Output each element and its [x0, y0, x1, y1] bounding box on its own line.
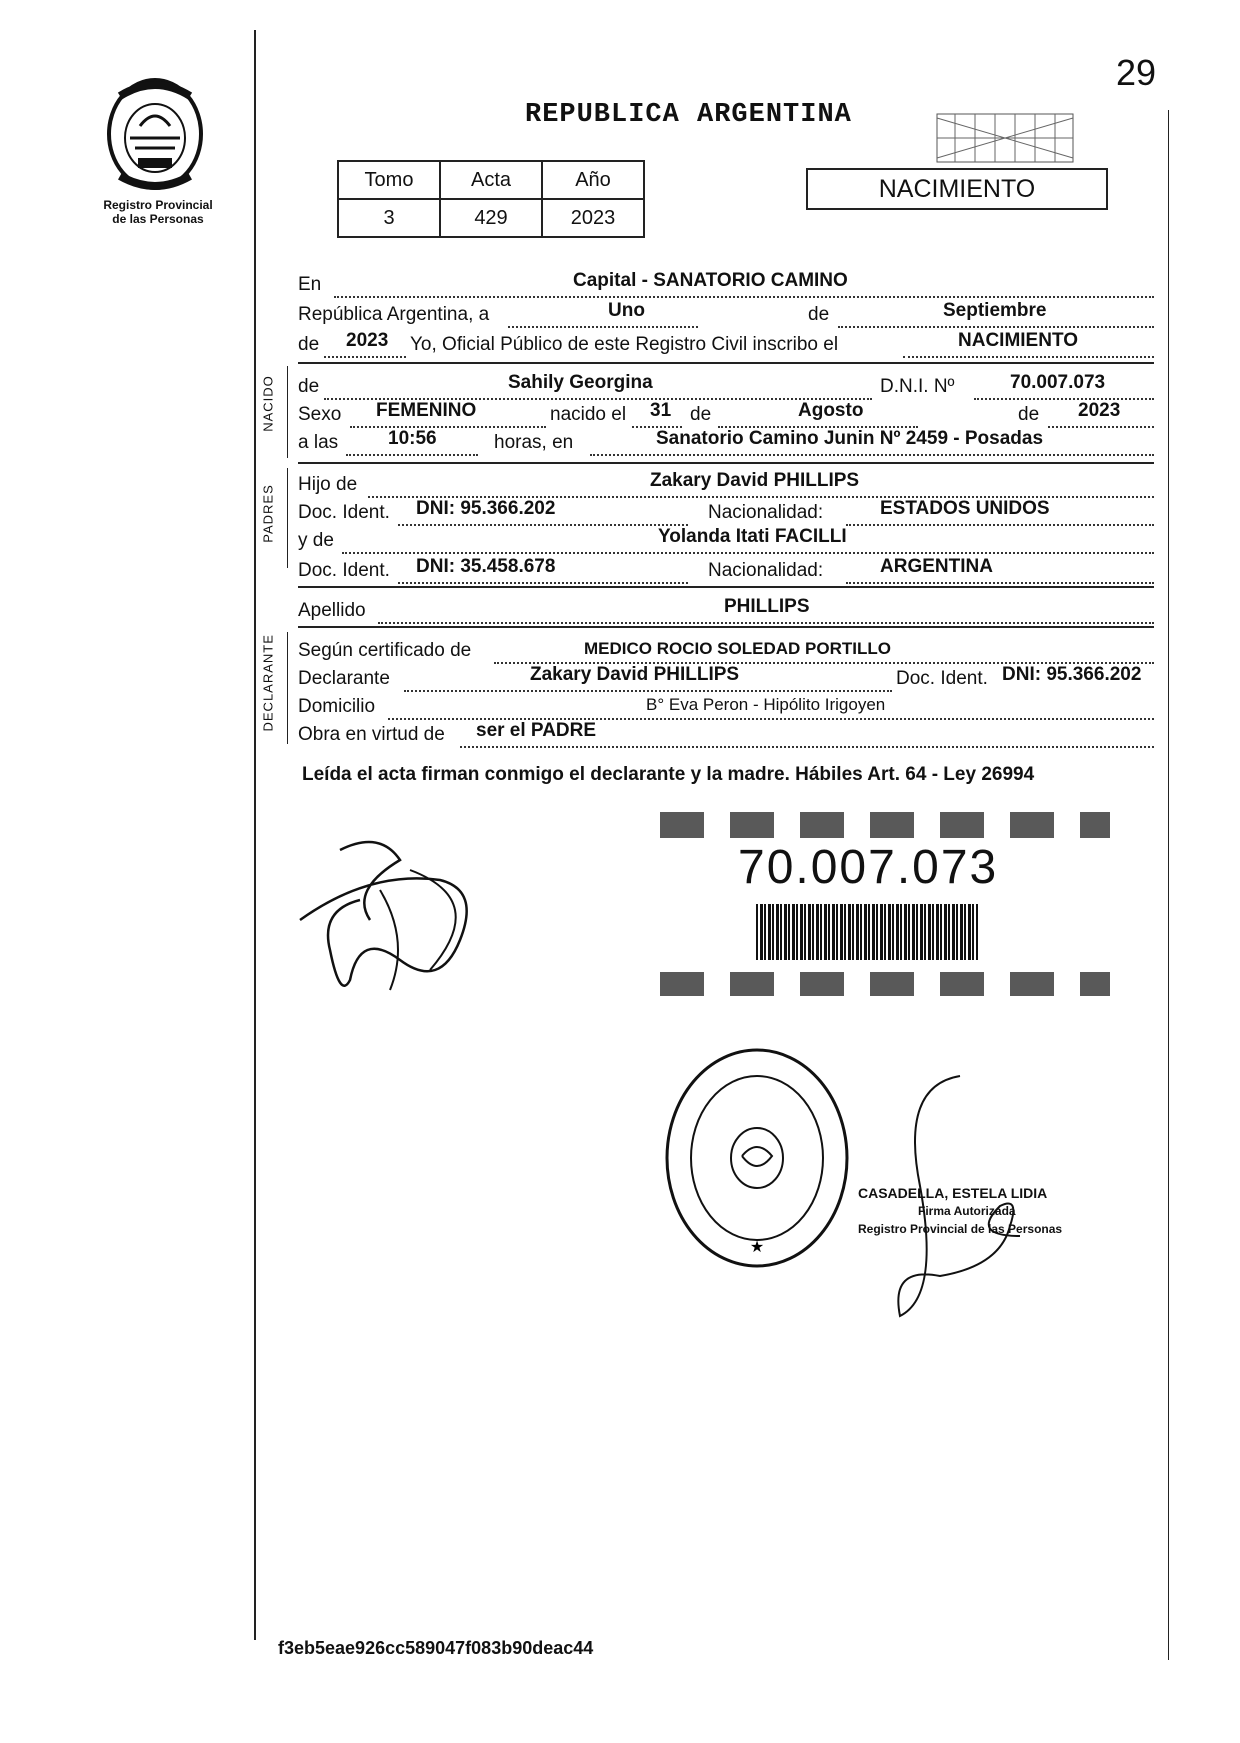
official-name: CASADELLA, ESTELA LIDIA [858, 1185, 1048, 1201]
row-republica [298, 300, 1168, 330]
label-declarante: Declarante [298, 668, 390, 689]
birth-year: 2023 [1078, 400, 1121, 421]
label-y-de: y de [298, 530, 334, 551]
registration-month: Septiembre [943, 300, 1047, 321]
certificate-type-box: NACIMIENTO [806, 168, 1108, 210]
reference-table [337, 160, 645, 238]
sticker-pattern-top [660, 812, 1110, 838]
row-declarante [298, 664, 1168, 694]
birth-month: Agosto [798, 400, 864, 421]
father-doc: DNI: 95.366.202 [416, 498, 556, 519]
left-margin-line [254, 30, 256, 1640]
birth-day: 31 [650, 400, 672, 421]
birth-hour: 10:56 [388, 428, 437, 449]
section-divider [298, 362, 1154, 364]
label-obra: Obra en virtud de [298, 724, 445, 745]
ref-value-anio: 2023 [542, 199, 644, 237]
section-divider [298, 586, 1154, 588]
label-certificado: Según certificado de [298, 640, 472, 661]
row-domicilio [298, 692, 1168, 722]
label-dni: D.N.I. Nº [880, 376, 955, 397]
certifying-doctor: MEDICO ROCIO SOLEDAD PORTILLO [584, 639, 891, 658]
mother-nationality: ARGENTINA [880, 556, 993, 577]
surname: PHILLIPS [724, 596, 810, 617]
official-office: Registro Provincial de las Personas [858, 1222, 1063, 1236]
child-name: Sahily Georgina [508, 372, 653, 393]
row-mother [298, 526, 1168, 556]
row-certificado [298, 636, 1168, 666]
dotted-line [508, 326, 698, 328]
row-sexo [298, 400, 1168, 430]
dotted-line [378, 622, 1154, 624]
father-nationality: ESTADOS UNIDOS [880, 498, 1050, 519]
page-number: 29 [1116, 52, 1157, 93]
registry-seal [662, 1046, 852, 1270]
row-hora [298, 428, 1168, 458]
id-sticker [660, 812, 1110, 1002]
label-doc-ident: Doc. Ident. [298, 560, 390, 581]
row-en [298, 270, 1168, 300]
official-title: Firma Autorizada [918, 1204, 1016, 1218]
row-father-doc [298, 498, 1168, 528]
dotted-line [324, 356, 406, 358]
birth-place: Sanatorio Camino Junin Nº 2459 - Posadas [656, 428, 1044, 449]
birth-location: Capital - SANATORIO CAMINO [573, 270, 848, 291]
dotted-line [398, 582, 688, 584]
label-republica: República Argentina, a [298, 304, 490, 325]
sticker-barcode [756, 904, 978, 960]
nacido-bracket [287, 366, 288, 458]
label-de-year: de [298, 334, 320, 355]
dotted-line [846, 582, 1154, 584]
declarant-doc: DNI: 95.366.202 [1002, 664, 1142, 685]
dotted-line [838, 326, 1154, 328]
label-nacionalidad: Nacionalidad: [708, 502, 824, 523]
label-hijo: Hijo de [298, 474, 358, 495]
ref-value-acta: 429 [440, 199, 542, 237]
ref-header-tomo: Tomo [338, 161, 440, 199]
declarant-address: B° Eva Peron - Hipólito Irigoyen [646, 695, 886, 714]
label-domicilio: Domicilio [298, 696, 376, 717]
registration-day: Uno [608, 300, 645, 321]
child-sex: FEMENINO [376, 400, 477, 421]
row-oficial [298, 330, 1168, 360]
oficial-text: Yo, Oficial Público de este Registro Civil inscribo el [410, 334, 839, 355]
mother-doc: DNI: 35.458.678 [416, 556, 556, 577]
side-label-padres: PADRES [260, 484, 276, 543]
row-father [298, 470, 1168, 500]
dotted-line [590, 454, 1154, 456]
security-pattern [935, 108, 1075, 164]
label-nacido: nacido el [550, 404, 627, 425]
dotted-line [346, 454, 478, 456]
padres-bracket [287, 468, 288, 568]
label-nacionalidad: Nacionalidad: [708, 560, 824, 581]
closing-statement: Leída el acta firman conmigo el declarante y la madre. Hábiles Art. 64 - Ley 26994 [302, 764, 1035, 785]
registration-year: 2023 [346, 330, 389, 351]
section-divider [298, 626, 1154, 628]
declarante-bracket [287, 632, 288, 744]
svg-text:★: ★ [749, 1239, 765, 1256]
ref-header-anio: Año [542, 161, 644, 199]
label-apellido: Apellido [298, 600, 366, 621]
mother-name: Yolanda Itati FACILLI [658, 526, 847, 547]
dotted-line [460, 746, 1154, 748]
dotted-line [342, 552, 1154, 554]
label-en: En [298, 274, 322, 295]
right-margin-line [1168, 110, 1169, 1660]
row-obra [298, 720, 1168, 750]
row-name [298, 372, 1168, 402]
side-label-declarante: DECLARANTE [260, 634, 276, 732]
ref-value-tomo: 3 [338, 199, 440, 237]
sticker-number: 70.007.073 [738, 841, 999, 894]
declarant-signature [290, 830, 500, 1000]
org-name: Registro Provincial de las Personas [103, 198, 213, 226]
declarant-role: ser el PADRE [476, 720, 597, 741]
child-dni: 70.007.073 [1010, 372, 1106, 393]
label-de: de [808, 304, 830, 325]
province-logo [100, 76, 210, 196]
document-hash: f3eb5eae926cc589047f083b90deac44 [278, 1638, 594, 1658]
sticker-pattern-bottom [660, 972, 1110, 996]
act-type: NACIMIENTO [958, 330, 1078, 351]
row-mother-doc [298, 556, 1168, 586]
side-label-nacido: NACIDO [260, 375, 276, 432]
row-apellido [298, 596, 1168, 626]
declarant-name: Zakary David PHILLIPS [530, 664, 740, 685]
dotted-line [903, 356, 1154, 358]
section-divider [298, 462, 1154, 464]
label-doc-ident: Doc. Ident. [298, 502, 390, 523]
label-de-month: de [690, 404, 712, 425]
label-de-byear: de [1018, 404, 1040, 425]
dotted-line [334, 296, 1154, 298]
label-a-las: a las [298, 432, 339, 453]
label-horas: horas, en [494, 432, 574, 453]
label-decl-doc: Doc. Ident. [896, 668, 988, 689]
document-title: REPUBLICA ARGENTINA [525, 100, 852, 130]
label-sexo: Sexo [298, 404, 342, 425]
father-name: Zakary David PHILLIPS [650, 470, 860, 491]
official-block [858, 1184, 1118, 1238]
ref-header-acta: Acta [440, 161, 542, 199]
label-de-name: de [298, 376, 320, 397]
